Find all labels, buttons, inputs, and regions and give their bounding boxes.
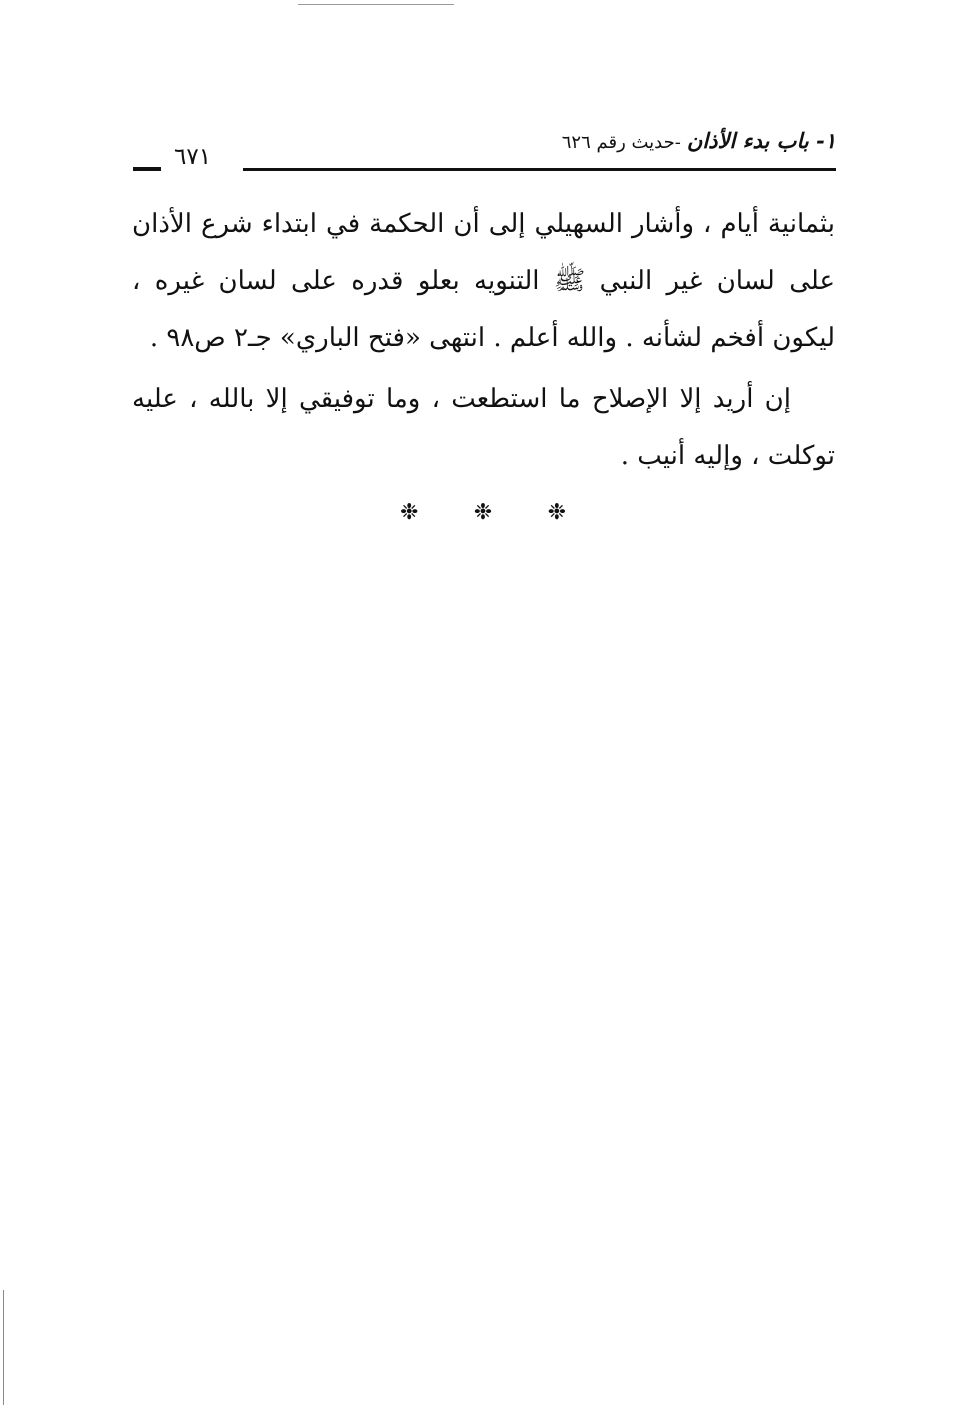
- separator-star-icon: ❉: [473, 500, 493, 525]
- hadith-reference: -حديث رقم ٦٢٦: [561, 132, 681, 153]
- separator-star-icon: ❉: [547, 500, 566, 525]
- scan-edge-line-left: [3, 1290, 4, 1405]
- body-text: [132, 196, 835, 485]
- separator-star-icon: ❉: [400, 500, 419, 525]
- paragraph-2: إن أريد إلا الإصلاح ما استطعت ، وما توفيقي إلا بالله ، عليه توكلت ، وإليه أنيب .: [132, 384, 835, 471]
- header-rule: [243, 168, 836, 171]
- running-title: [562, 128, 836, 153]
- page-number: ٦٧١: [174, 144, 212, 170]
- paragraph-1: بثمانية أيام ، وأشار السهيلي إلى أن الحكمة في ابتداء شرع الأذان على لسان غير النبي ﷺ التنويه بعلو قدره على لسان غيره ، ليكون أفخم لشأنه . والله أعلم . انتهى «فتح الباري» جـ٢ ص٩٨ .: [132, 209, 835, 353]
- page-number-dash: [133, 167, 161, 171]
- chapter-title: ١- باب بدء الأذان: [686, 128, 836, 153]
- section-separator: [400, 500, 566, 525]
- scan-edge-line-top: [298, 4, 454, 5]
- page-header: [130, 128, 836, 178]
